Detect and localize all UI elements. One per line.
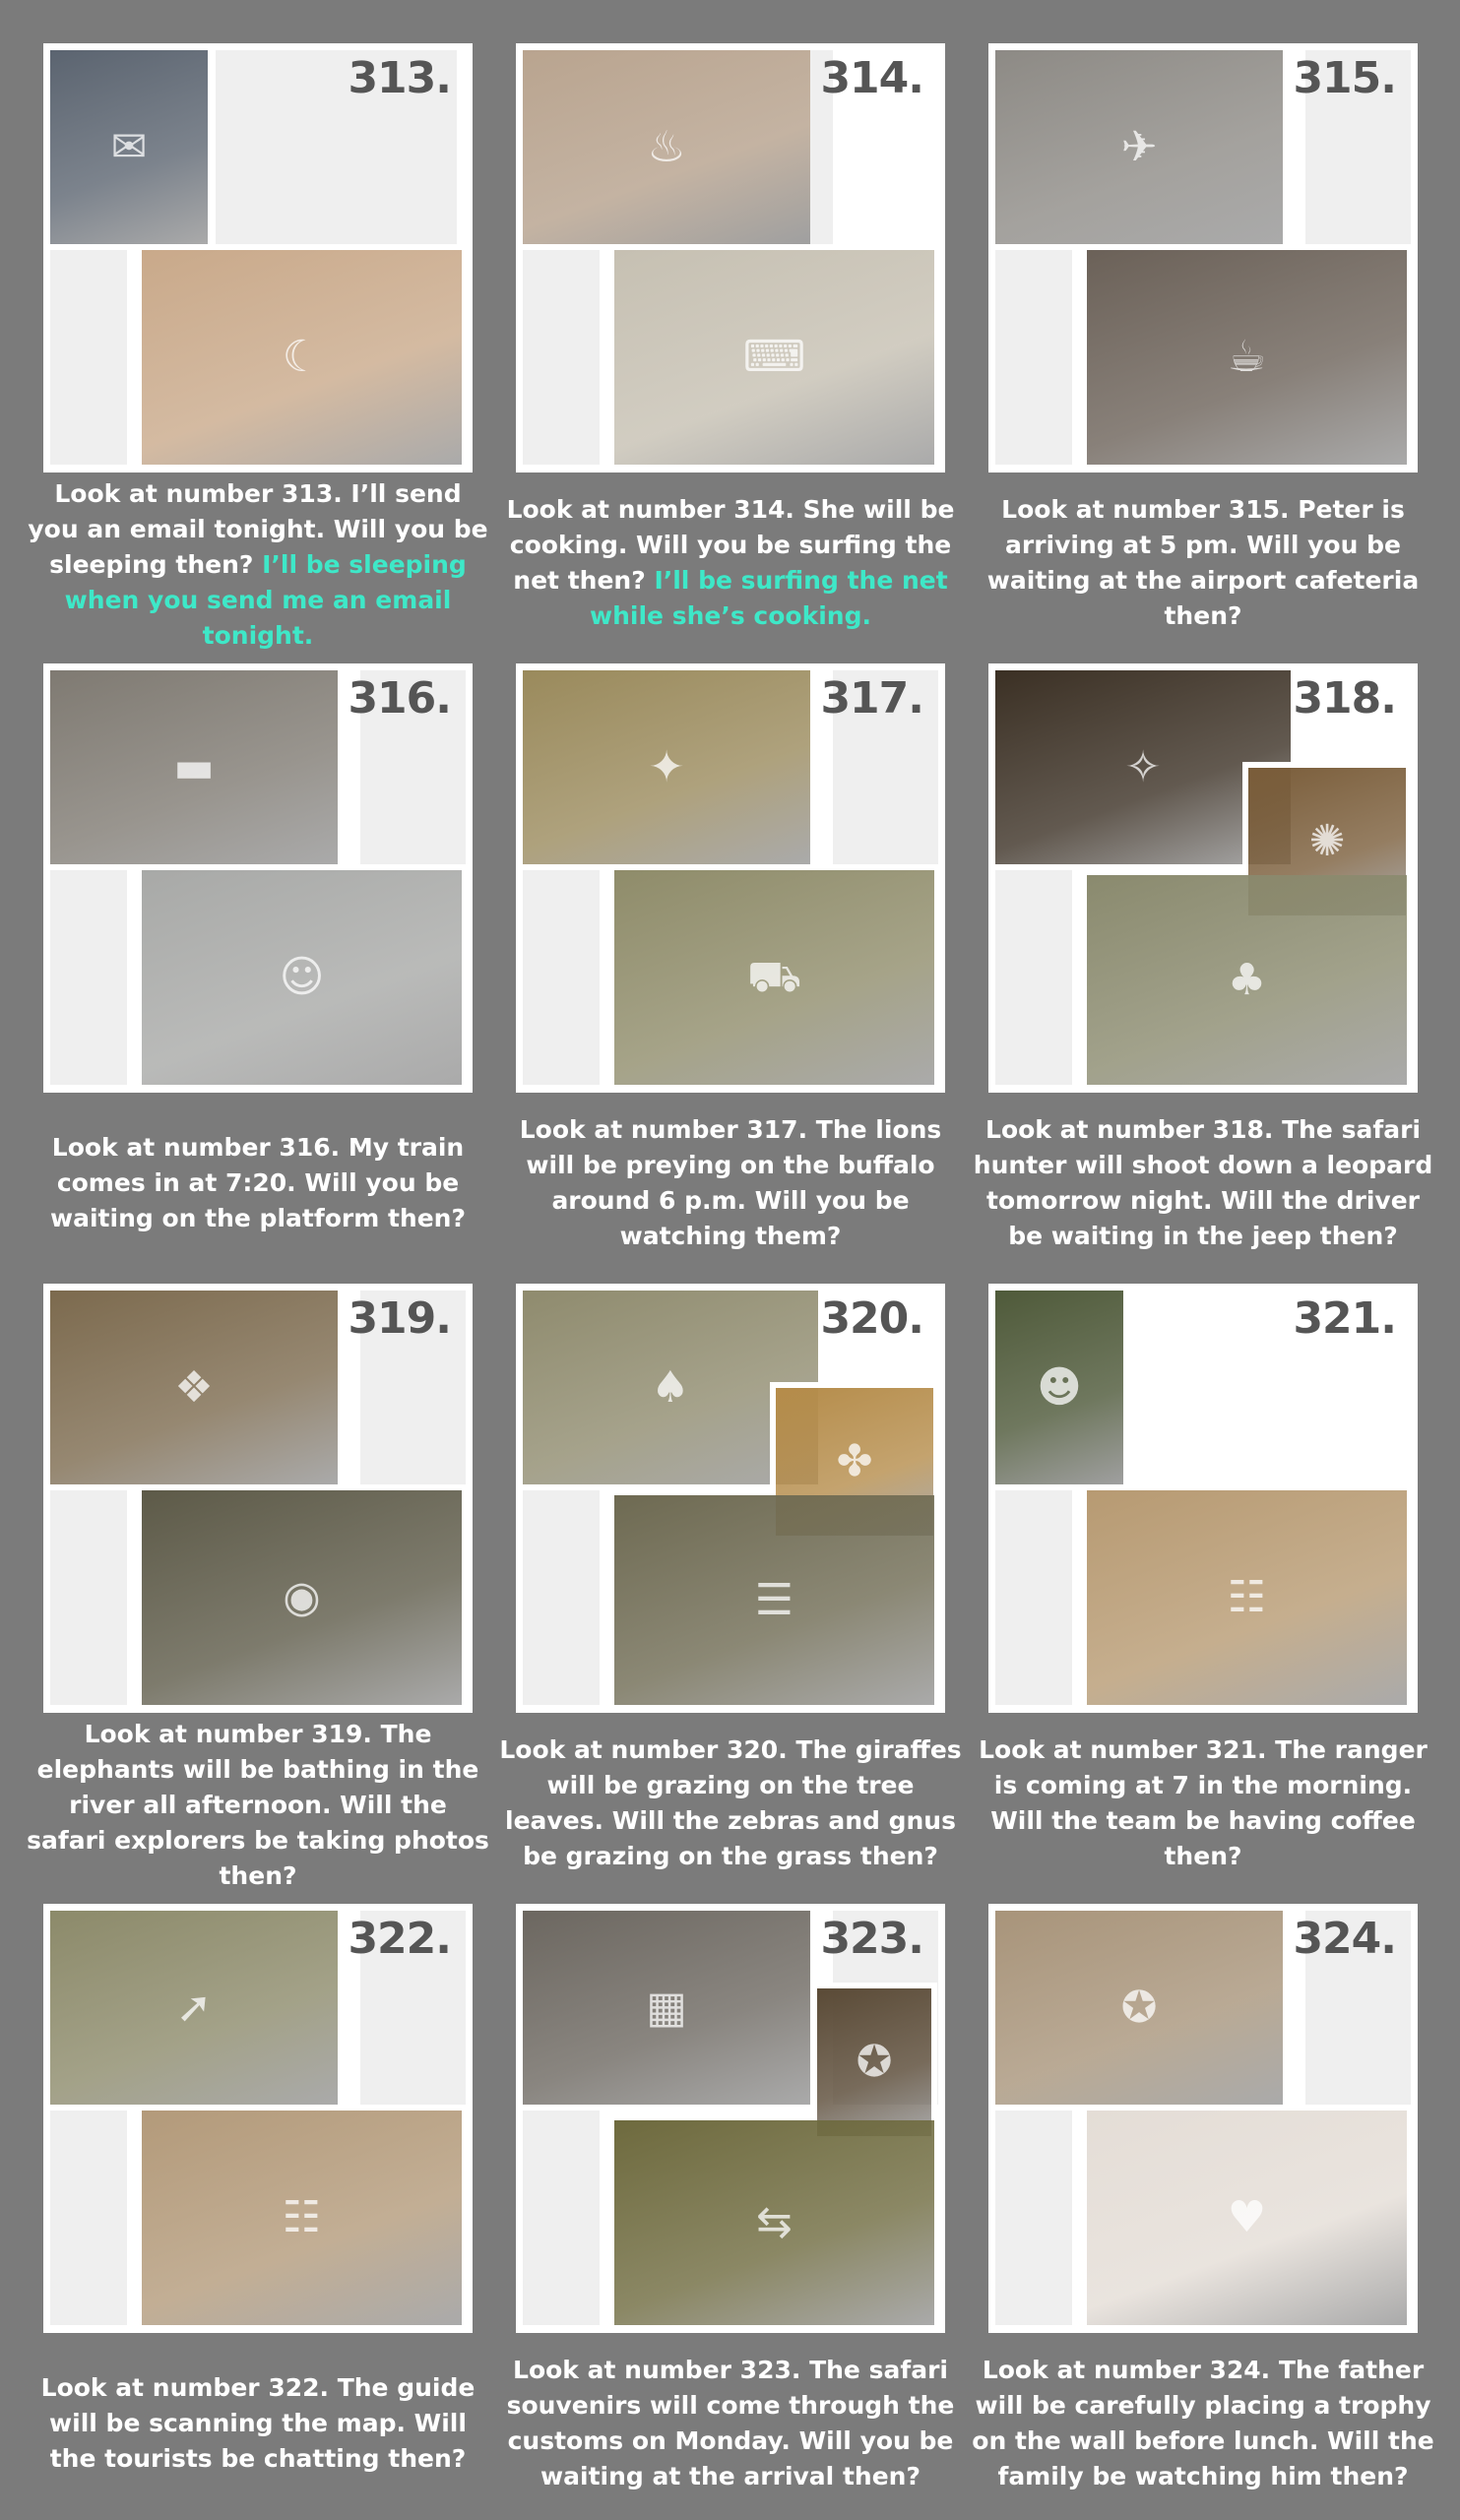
placeholder-panel	[50, 2110, 127, 2325]
exercise-number: 322.	[348, 1914, 451, 1964]
guide-icon: ➚	[175, 1982, 213, 2033]
photo	[614, 2120, 934, 2325]
photo	[523, 1911, 810, 2105]
photo	[142, 870, 462, 1085]
arrival-icon: ⇆	[756, 2197, 793, 2247]
photo	[995, 1911, 1283, 2105]
trophy-icon: ✪	[1120, 1982, 1158, 2033]
question-text: Look at number 318. The safari hunter will shoot down a leopard tomorrow night. Will the driver be waiting in the jeep then?	[973, 1115, 1433, 1250]
exercise-card-320	[516, 1284, 945, 1713]
traveler-icon: ✈	[1120, 121, 1158, 172]
exercise-number: 324.	[1293, 1914, 1396, 1964]
exercise-caption	[972, 1112, 1434, 1254]
customs-icon: ▦	[646, 1982, 687, 2033]
exercise-card-322	[43, 1904, 473, 2333]
photo	[811, 1983, 937, 2142]
photo	[995, 50, 1283, 244]
exercise-caption	[972, 492, 1434, 634]
placeholder-panel	[50, 250, 127, 465]
exercise-caption	[972, 1732, 1434, 1874]
exercise-card-319	[43, 1284, 473, 1713]
sleeping-man-icon: ☾	[282, 332, 322, 382]
photo	[1087, 1490, 1407, 1705]
placeholder-panel	[995, 1490, 1072, 1705]
camera-icon: ◉	[283, 1572, 321, 1622]
placeholder-panel	[50, 1490, 127, 1705]
jeep-icon: ⛟	[746, 952, 802, 1002]
answer-text: I’ll be sleeping when you send me an email tonight.	[64, 550, 467, 650]
exercise-number: 316.	[348, 673, 451, 724]
photo	[142, 2110, 462, 2325]
cafeteria-icon: ☕	[1227, 332, 1267, 382]
hunter-icon: ✧	[1124, 741, 1162, 792]
placeholder-panel	[523, 1490, 600, 1705]
photo	[1087, 875, 1407, 1085]
question-text: Look at number 316. My train comes in at 7:20. Will you be waiting on the platform then?	[50, 1133, 466, 1232]
gnus-icon: ☰	[754, 1574, 794, 1625]
question-text: Look at number 315. Peter is arriving at 5 pm. Will you be waiting at the airport cafeteria then?	[986, 495, 1420, 630]
exercise-caption	[27, 476, 489, 654]
exercise-caption	[499, 1732, 962, 1874]
placeholder-panel	[523, 250, 600, 465]
placeholder-panel	[523, 870, 600, 1085]
question-text: Look at number 322. The guide will be scanning the map. Will the tourists be chatting then?	[40, 2373, 476, 2473]
placeholder-panel	[995, 250, 1072, 465]
photo	[50, 50, 208, 244]
exercise-card-314	[516, 43, 945, 472]
laptop-icon: ⌨	[742, 332, 806, 382]
photo	[995, 1291, 1123, 1484]
photo	[142, 250, 462, 465]
ranger-icon: ☻	[1037, 1361, 1082, 1413]
exercise-card-318	[988, 663, 1418, 1093]
placeholder-panel	[995, 870, 1072, 1085]
exercise-caption	[27, 1130, 489, 1236]
platform-man-icon: ☺	[279, 952, 325, 1002]
giraffes-icon: ♠	[651, 1361, 690, 1413]
question-text: Look at number 321. The ranger is coming at 7 in the morning. Will the team be having coffee then?	[979, 1735, 1428, 1870]
exercise-caption	[499, 2353, 962, 2494]
exercise-card-324	[988, 1904, 1418, 2333]
souvenir-icon: ✪	[856, 2037, 893, 2087]
photo	[614, 250, 934, 465]
exercise-number: 323.	[820, 1914, 923, 1964]
exercise-number: 314.	[820, 53, 923, 103]
exercise-number: 315.	[1293, 53, 1396, 103]
exercise-number: 321.	[1293, 1293, 1396, 1344]
exercise-card-313	[43, 43, 473, 472]
photo	[1087, 2110, 1407, 2325]
train-icon: ▬	[173, 741, 215, 792]
placeholder-panel	[523, 2110, 600, 2325]
photo	[614, 870, 934, 1085]
photo	[614, 1495, 934, 1705]
photo	[50, 1291, 338, 1484]
photo	[50, 670, 338, 864]
exercise-number: 313.	[348, 53, 451, 103]
exercise-number: 320.	[820, 1293, 923, 1344]
tourists-icon: ☷	[282, 2192, 322, 2242]
photo	[523, 50, 810, 244]
exercise-card-315	[988, 43, 1418, 472]
photo	[50, 1911, 338, 2105]
exercise-caption	[27, 1717, 489, 1894]
lions-icon: ✦	[648, 741, 685, 792]
question-text: Look at number 313. I’ll send you an email tonight. Will you be sleeping then?	[28, 479, 488, 579]
exercise-card-317	[516, 663, 945, 1093]
kitchen-icon: ♨	[647, 121, 686, 172]
team-icon: ☷	[1227, 1572, 1267, 1622]
email-phone-icon: ✉	[110, 121, 148, 172]
question-text: Look at number 324. The father will be carefully placing a trophy on the wall before lunch. Will the family be watching him then?	[972, 2356, 1434, 2490]
photo	[523, 670, 810, 864]
tree-icon: ♣	[1227, 954, 1267, 1005]
photo	[142, 1490, 462, 1705]
exercise-number: 318.	[1293, 673, 1396, 724]
family-icon: ♥	[1227, 2192, 1267, 2242]
exercise-caption	[499, 1112, 962, 1254]
question-text: Look at number 323. The safari souvenirs will come through the customs on Monday. Will you be waiting at the arrival then?	[506, 2356, 955, 2490]
exercise-number: 319.	[348, 1293, 451, 1344]
exercise-caption	[27, 2370, 489, 2477]
exercise-number: 317.	[820, 673, 923, 724]
exercise-card-321	[988, 1284, 1418, 1713]
exercise-caption	[499, 492, 962, 634]
question-text: Look at number 320. The giraffes will be grazing on the tree leaves. Will the zebras and gnus be grazing on the grass then?	[499, 1735, 962, 1870]
placeholder-panel	[995, 2110, 1072, 2325]
photo	[1087, 250, 1407, 465]
leopard-icon: ✺	[1308, 816, 1346, 866]
giraffe-icon: ✤	[836, 1436, 873, 1486]
exercise-card-323	[516, 1904, 945, 2333]
question-text: Look at number 317. The lions will be preying on the buffalo around 6 p.m. Will you be watching them?	[519, 1115, 942, 1250]
exercise-caption	[972, 2353, 1434, 2494]
question-text: Look at number 319. The elephants will be bathing in the river all afternoon. Will the safari explorers be taking photos then?	[27, 1720, 489, 1890]
elephants-icon: ❖	[174, 1361, 214, 1413]
question-text: Look at number 314. She will be cooking. Will you be surfing the net then?	[506, 495, 955, 595]
exercise-card-316	[43, 663, 473, 1093]
answer-text: I’ll be surfing the net while she’s cooking.	[590, 566, 948, 630]
placeholder-panel	[50, 870, 127, 1085]
